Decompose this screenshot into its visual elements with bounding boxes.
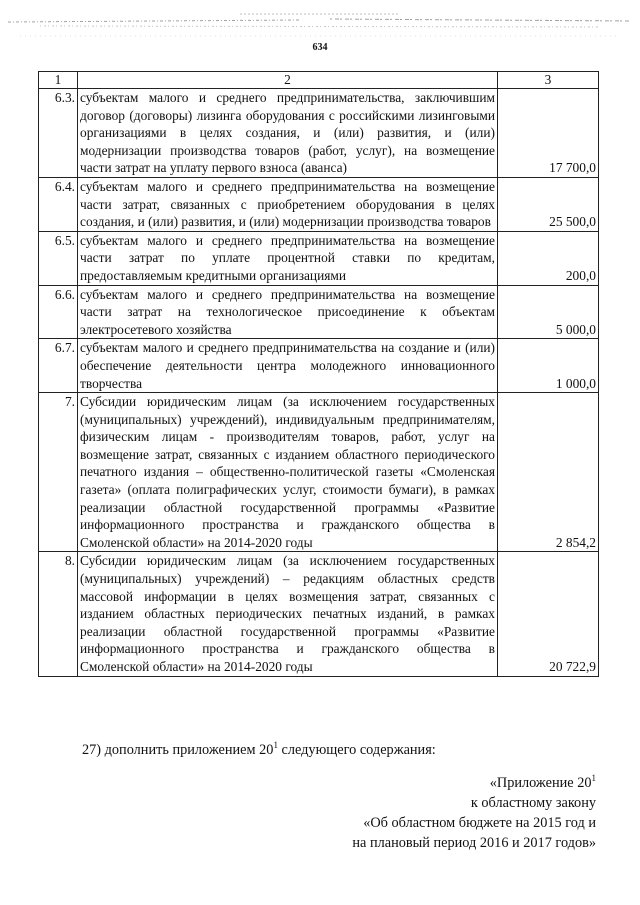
appendix-line-4: на плановый период 2016 и 2017 годов»: [352, 834, 596, 851]
table-row: [39, 393, 599, 552]
appendix-line-3: «Об областном бюджете на 2015 год и: [363, 814, 596, 831]
row-description: Субсидии юридическим лицам (за исключением государственных (муниципальных) учреждений) – редакциям областных средств массовой информации в целях возмещения затрат, связанных с изданием областных периодических печатных изданий, в рамках реализации областной государственной программы «Развитие информационного пространства и гражданского общества в Смоленской области» на 2014-2020 годы: [78, 552, 498, 676]
amendment-paragraph: [82, 740, 436, 759]
appendix-line-2: к областному закону: [470, 794, 596, 811]
scanned-header-strip: [0, 0, 640, 40]
row-description: субъектам малого и среднего предпринимательства, заключившим договор (договоры) лизинга оборудования с российскими лизинговыми организациями в целях создания, и (или) развития, и (или) модернизации производства товаров (работ, услуг), на возмещение части затрат на уплату первого взноса (аванса): [78, 89, 498, 178]
row-amount: 5 000,0: [498, 285, 599, 339]
amendment-text: 27) дополнить приложением 20: [82, 741, 274, 758]
row-number: 6.7.: [39, 339, 78, 393]
page-number: 634: [312, 42, 328, 53]
row-amount: 20 722,9: [498, 552, 599, 676]
row-description: субъектам малого и среднего предпринимательства на возмещение части затрат на технологическое присоединение к объектам электросетевого хозяйства: [78, 285, 498, 339]
amendment-text-tail: следующего содержания:: [277, 741, 436, 758]
row-amount: 200,0: [498, 231, 599, 285]
row-number: 7.: [39, 393, 78, 552]
row-number: 6.4.: [39, 177, 78, 231]
row-amount: 1 000,0: [498, 339, 599, 393]
row-description: субъектам малого и среднего предпринимательства на возмещение части затрат, связанных с приобретением оборудования в целях создания, и (или) развития, и (или) модернизации производства товаров: [78, 177, 498, 231]
row-description: субъектам малого и среднего предпринимательства на возмещение части затрат по уплате процентной ставки по кредитам, предоставляемым кредитными организациями: [78, 231, 498, 285]
row-amount: 2 854,2: [498, 393, 599, 552]
appendix-line-1: [352, 768, 596, 793]
row-number: 8.: [39, 552, 78, 676]
row-number: 6.6.: [39, 285, 78, 339]
table-row: [39, 339, 599, 393]
appendix-title: «Приложение 20: [489, 774, 592, 791]
table-header-row: [39, 72, 599, 89]
column-header-amount: 3: [498, 72, 599, 89]
budget-table: [38, 71, 599, 677]
table-row: [39, 89, 599, 178]
appendix-heading: [352, 768, 596, 853]
appendix-superscript: 1: [591, 773, 596, 783]
table-row: [39, 231, 599, 285]
row-description: Субсидии юридическим лицам (за исключением государственных (муниципальных) учреждений), индивидуальным предпринимателям, физическим лицам - производителям товаров, работ, услуг на возмещение затрат, связанных с изданием областного периодического печатного издания – общественно-политической газеты «Смоленская газета» (оплата полиграфических услуг, стоимости бумаги), в рамках реализации областной государственной программы «Развитие информационного пространства и гражданского общества в Смоленской области» на 2014-2020 годы: [78, 393, 498, 552]
table-row: [39, 285, 599, 339]
row-description: субъектам малого и среднего предпринимательства на создание и (или) обеспечение деятельности центра молодежного инновационного творчества: [78, 339, 498, 393]
column-header-description: 2: [78, 72, 498, 89]
amendment-superscript: 1: [273, 740, 278, 750]
row-amount: 17 700,0: [498, 89, 599, 178]
table-row: [39, 552, 599, 676]
row-number: 6.5.: [39, 231, 78, 285]
table-row: [39, 177, 599, 231]
row-number: 6.3.: [39, 89, 78, 178]
column-header-number: 1: [39, 72, 78, 89]
row-amount: 25 500,0: [498, 177, 599, 231]
